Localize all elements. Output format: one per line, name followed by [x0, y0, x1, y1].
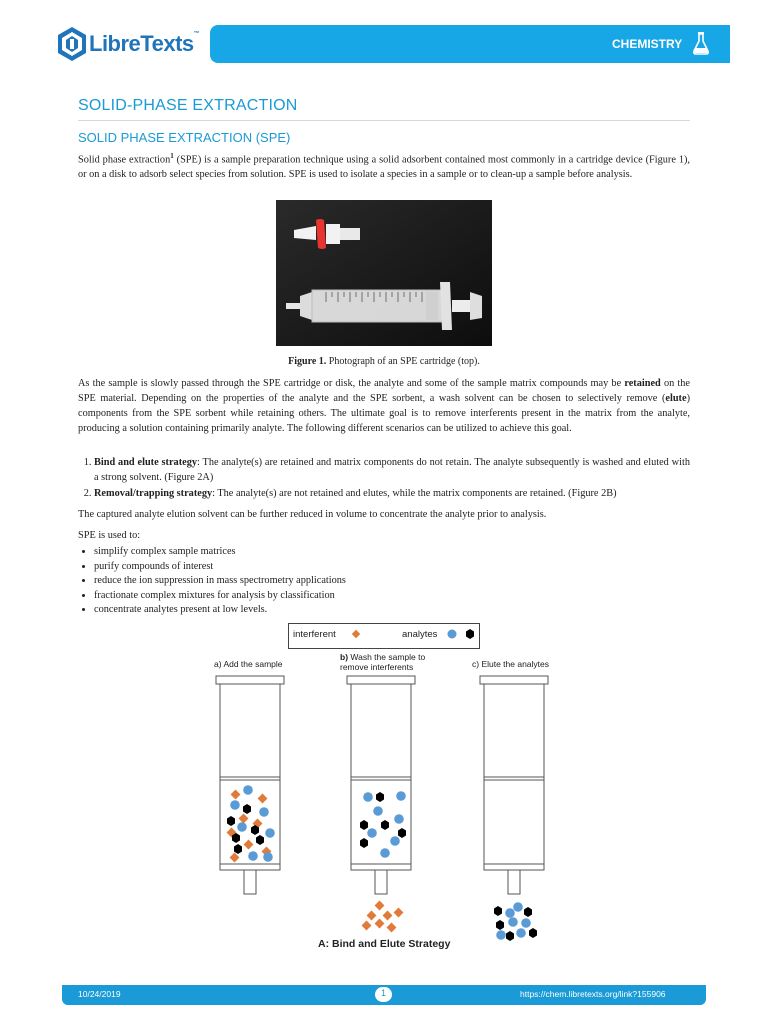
list-item: • purify compounds of interest — [94, 560, 690, 575]
footer-date: 10/24/2019 — [78, 989, 121, 999]
intro-paragraph: Solid phase extraction$^1$ (SPE) is a sample preparation technique using a solid adsorbent contained most commonly in a cartridge device (Figure 1), or on a disk to adsorb select species from solution. SPE is used to isolate a species in a sample or to clean-up a sample before analysis. — [78, 152, 690, 181]
cartridge-c-eluate — [494, 902, 537, 941]
list-item: 1. Bind and elute strategy: The analyte(s) are retained and matrix components do not retain. The analyte subsequently is washed and eluted with a strong solvent. (Figure 2A) — [94, 456, 690, 485]
spe-cartridge-photo — [276, 200, 492, 346]
cartridge-c — [480, 676, 548, 894]
list-item: • reduce the ion suppression in mass spectrometry applications — [94, 574, 690, 589]
logo-text: LibreTexts — [89, 31, 194, 56]
flask-icon — [692, 31, 710, 55]
step-a-label: a) Add the sample — [214, 659, 283, 669]
legend-analyte-black-icon — [466, 629, 474, 639]
page-number: 1 — [380, 988, 386, 998]
figure1-caption: Figure 1. Photograph of an SPE cartridge (top). — [288, 356, 480, 367]
footnote-ref[interactable]: 1 — [170, 152, 174, 160]
legend-analyte-blue-icon — [448, 630, 457, 639]
cartridge-b — [347, 676, 415, 894]
legend-interferent-label: interferent — [293, 629, 336, 640]
cartridge-b-particles — [360, 791, 406, 858]
paragraph-concentrate: The captured analyte elution solvent can be further reduced in volume to concentrate the analyte prior to analysis. — [78, 509, 547, 520]
uses-list — [78, 545, 690, 618]
legend-interferent-icon — [352, 630, 360, 638]
spe-diagram — [200, 620, 568, 960]
diagram-caption: A: Bind and Elute Strategy — [318, 938, 451, 950]
paragraph-retention: As the sample is slowly passed through the SPE cartridge or disk, the analyte and some of the sample matrix compounds may be retained on the SPE material. Depending on the properties of the analyte and the SPE sorbent, a wash solvent can be chosen to selectively remove (elute) components from the SPE sorbent while retaining others. The ultimate goal is to remove interferents present in the matrix from the analyte, producing a solution containing primarily analyte. The following different scenarios can be utilized to achieve this goal. — [78, 378, 690, 434]
cartridge-a — [216, 676, 284, 894]
title-divider — [78, 120, 690, 121]
step-c-label: c) Elute the analytes — [472, 659, 550, 669]
legend-analytes-label: analytes — [402, 629, 438, 640]
list-item: • fractionate complex mixtures for analysis by classification — [94, 589, 690, 604]
strategy-list — [78, 456, 690, 504]
section-title: SOLID PHASE EXTRACTION (SPE) — [78, 130, 291, 145]
logo-hexagon-icon — [56, 26, 88, 62]
libretexts-logo[interactable] — [56, 26, 206, 62]
page-title: SOLID-PHASE EXTRACTION — [78, 97, 298, 114]
list-item: • concentrate analytes present at low levels. — [94, 603, 690, 618]
uses-intro: SPE is used to: — [78, 530, 141, 541]
cartridge-a-particles — [227, 785, 275, 862]
step-b-label: b) Wash the sample to remove interferents — [340, 652, 426, 672]
subject-label[interactable]: CHEMISTRY — [612, 37, 683, 51]
logo-trademark: ™ — [193, 31, 200, 37]
footer-link[interactable]: https://chem.libretexts.org/link?155906 — [520, 989, 666, 999]
cartridge-b-eluate — [362, 901, 404, 933]
list-item: 2. Removal/trapping strategy: The analyte(s) are not retained and elutes, while the matrix components are retained. (Figure 2B) — [94, 487, 690, 502]
list-item: • simplify complex sample matrices — [94, 545, 690, 560]
